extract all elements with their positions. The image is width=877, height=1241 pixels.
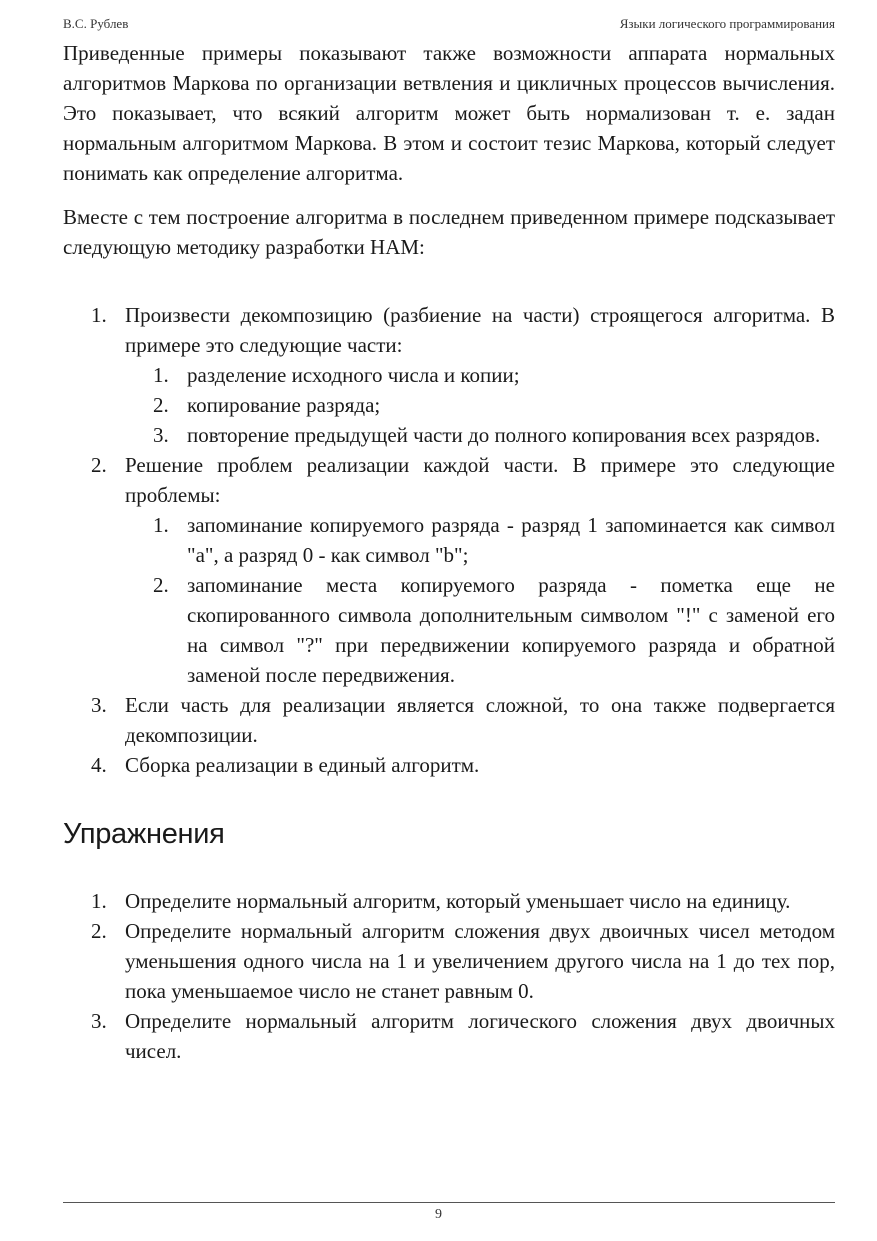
list-item-number: 3. [153, 423, 169, 447]
list-item [125, 420, 835, 450]
list-item [125, 390, 835, 420]
sublist [125, 510, 835, 690]
list-item-number: 1. [153, 363, 169, 387]
page-number: 9 [435, 1207, 442, 1222]
list-item-text: разделение исходного числа и копии; [187, 363, 520, 387]
list-item [63, 450, 835, 690]
list-item-number: 1. [91, 889, 107, 913]
methodology-list [63, 300, 835, 780]
list-item-text: Если часть для реализации является сложной, то она также подвергается декомпозиции. [125, 693, 835, 747]
page-content [63, 38, 835, 1066]
list-item-text: Произвести декомпозицию (разбиение на части) строящегося алгоритма. В примере это следующие части: [125, 303, 835, 357]
list-item [63, 886, 835, 916]
list-item [63, 916, 835, 1006]
list-item-text: Решение проблем реализации каждой части. В примере это следующие проблемы: [125, 453, 835, 507]
list-item-number: 1. [153, 513, 169, 537]
exercises-heading: Упражнения [63, 818, 225, 850]
list-item [63, 690, 835, 750]
list-item-number: 3. [91, 693, 107, 717]
header-author: В.С. Рублев [63, 16, 129, 31]
sublist [125, 360, 835, 450]
list-item-text: Определите нормальный алгоритм сложения двух двоичных чисел методом уменьшения одного числа на 1 и увеличением другого числа на 1 до тех пор, пока уменьшаемое число не станет равным 0. [125, 919, 835, 1003]
list-item-text: Сборка реализации в единый алгоритм. [125, 753, 480, 777]
list-item-text: запоминание места копируемого разряда - пометка еще не скопированного символа дополнительным символом "!" с заменой его на символ "?" при передвижении копируемого разряда и обратной заменой после передвижения. [187, 573, 835, 687]
list-item [63, 300, 835, 450]
list-item-number: 1. [91, 303, 107, 327]
list-item-text: копирование разряда; [187, 393, 381, 417]
list-item [63, 1006, 835, 1066]
list-item-number: 4. [91, 753, 107, 777]
list-item [125, 570, 835, 690]
footer-divider [63, 1202, 835, 1203]
running-header [63, 16, 835, 32]
list-item [63, 750, 835, 780]
list-item-number: 3. [91, 1009, 107, 1033]
list-item-text: Определите нормальный алгоритм логического сложения двух двоичных чисел. [125, 1009, 835, 1063]
list-item-number: 2. [91, 919, 107, 943]
list-item [125, 360, 835, 390]
paragraph-markov-thesis: Приведенные примеры показывают также возможности аппарата нормальных алгоритмов Маркова по организации ветвления и цикличных процессов вычисления. Это показывает, что всякий алгоритм может быть нормализован т. е. задан нормальным алгоритмом Маркова. В этом и состоит тезис Маркова, который следует понимать как определение алгоритма. [63, 41, 835, 185]
header-title: Языки логического программирования [619, 16, 835, 31]
exercises-list [63, 886, 835, 1066]
list-item-text: Определите нормальный алгоритм, который уменьшает число на единицу. [125, 889, 791, 913]
list-item [125, 510, 835, 570]
list-item-number: 2. [91, 453, 107, 477]
list-item-text: повторение предыдущей части до полного копирования всех разрядов. [187, 423, 821, 447]
list-item-number: 2. [153, 573, 169, 597]
list-item-text: запоминание копируемого разряда - разряд 1 запоминается как символ "a", а разряд 0 - как символ "b"; [187, 513, 835, 567]
list-item-number: 2. [153, 393, 169, 417]
paragraph-methodology-intro: Вместе с тем построение алгоритма в последнем приведенном примере подсказывает следующую методику разработки НАМ: [63, 205, 835, 259]
